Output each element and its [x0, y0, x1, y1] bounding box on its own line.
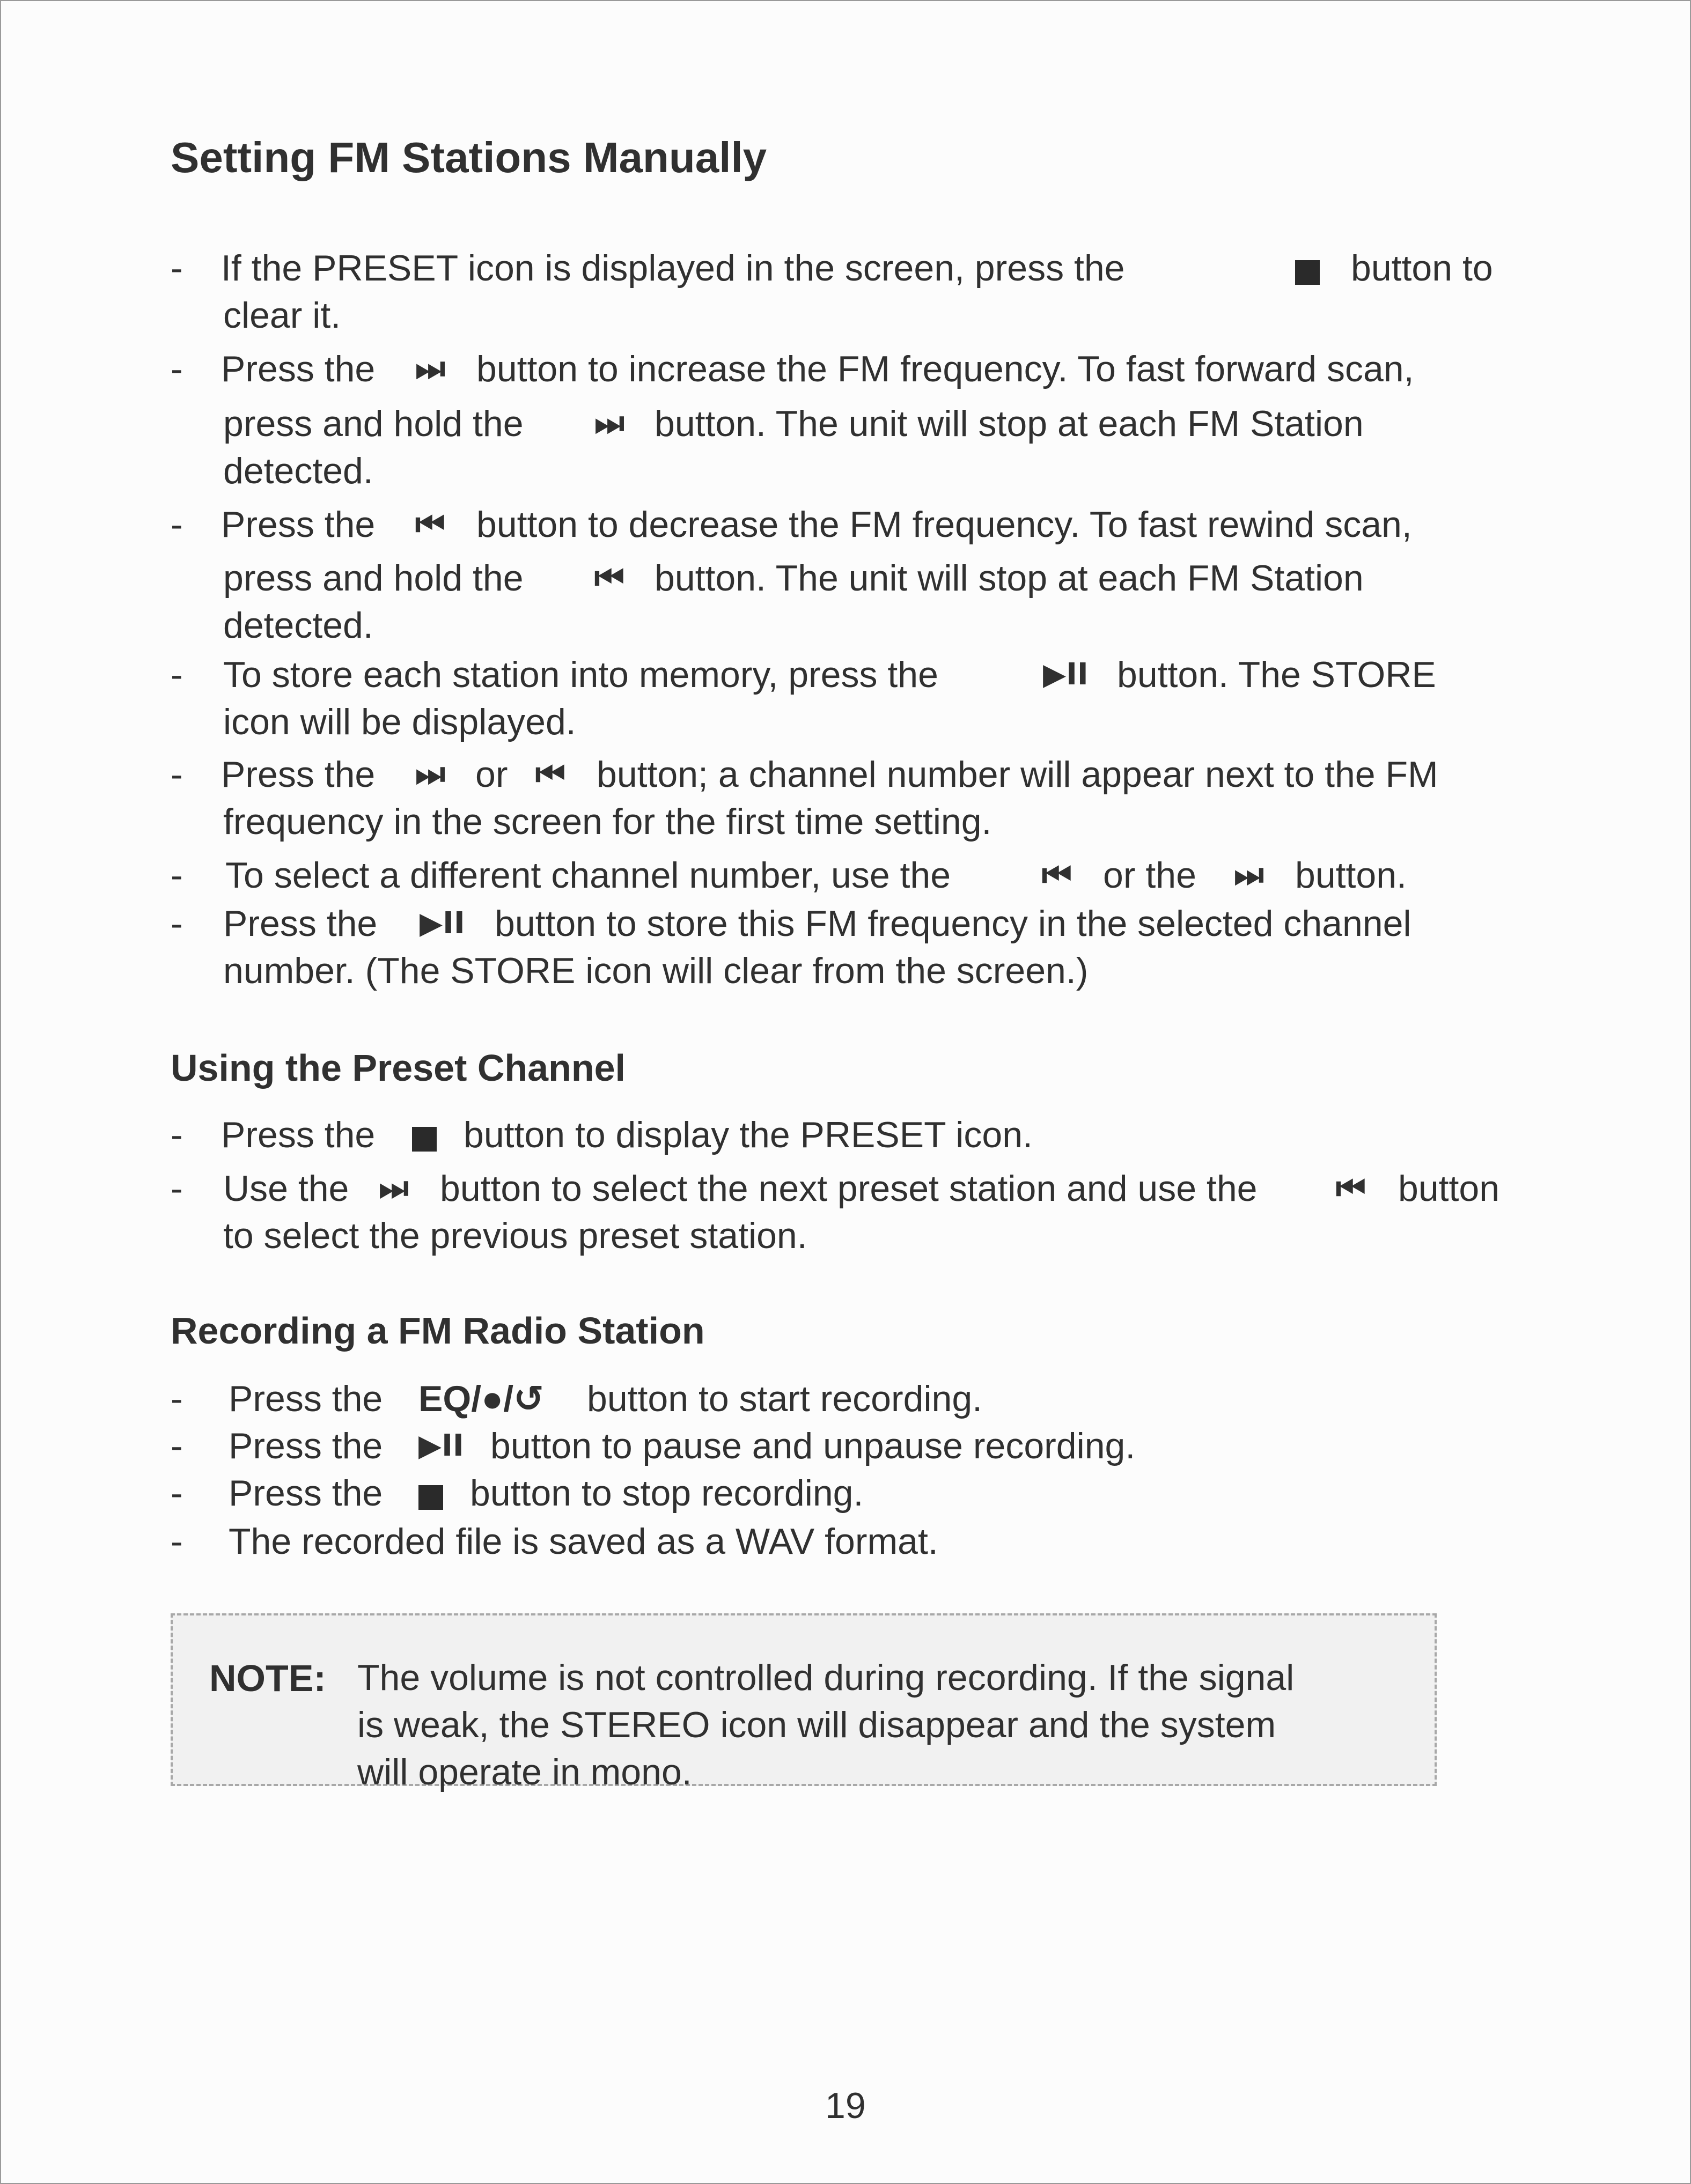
text: button to decrease the FM frequency. To fast rewind scan, [476, 504, 1412, 545]
bullet-dash: - [171, 754, 183, 795]
text: detected. [223, 451, 373, 491]
heading-setting-fm-manually: Setting FM Stations Manually [171, 134, 767, 181]
text: frequency in the screen for the first time setting. [223, 801, 992, 842]
text: The recorded file is saved as a WAV format. [229, 1521, 938, 1562]
next-icon: ⏭ [415, 754, 445, 793]
note-text: The volume is not controlled during recording. If the signal [357, 1657, 1295, 1698]
bullet-dash: - [171, 504, 183, 545]
text: button. The STORE [1117, 654, 1436, 695]
text: or [475, 754, 508, 795]
heading-recording-fm: Recording a FM Radio Station [171, 1310, 705, 1352]
text: button. The unit will stop at each FM Station [655, 558, 1364, 599]
heading-using-preset-channel: Using the Preset Channel [171, 1047, 626, 1089]
text: button to pause and unpause recording. [490, 1426, 1136, 1466]
text: detected. [223, 605, 373, 646]
previous-icon: ⏮ [535, 754, 565, 793]
text: press and hold the [223, 558, 524, 599]
play-pause-icon: ▶II [418, 1428, 464, 1463]
play-pause-icon: ▶II [1043, 657, 1089, 692]
text: button to [1351, 248, 1493, 289]
text: button [1398, 1168, 1500, 1209]
bullet-dash: - [171, 1521, 183, 1562]
text: clear it. [223, 295, 341, 336]
text: button. The unit will stop at each FM Station [655, 403, 1364, 444]
eq-record-icon: EQ/●/↺ [418, 1378, 545, 1419]
bullet-dash: - [171, 248, 183, 289]
text: To select a different channel number, use the [225, 855, 951, 896]
text: or the [1103, 855, 1196, 896]
text: Press the [221, 504, 376, 545]
note-text: will operate in mono. [357, 1752, 692, 1792]
stop-icon [418, 1478, 443, 1515]
bullet-dash: - [171, 349, 183, 389]
previous-icon: ⏮ [1042, 855, 1072, 894]
stop-icon [412, 1120, 437, 1156]
next-icon: ⏭ [1234, 855, 1264, 894]
note-box [171, 1613, 1437, 1792]
text: button. [1295, 855, 1407, 896]
text: Press the [223, 903, 378, 944]
note-text: is weak, the STEREO icon will disappear and the system [357, 1705, 1276, 1745]
bullet-dash: - [171, 855, 183, 896]
bullet-dash: - [171, 1115, 183, 1155]
text: Press the [221, 1115, 376, 1155]
previous-icon: ⏮ [415, 504, 445, 543]
next-icon: ⏭ [379, 1168, 409, 1207]
previous-icon: ⏮ [594, 558, 624, 597]
text: to select the previous preset station. [223, 1215, 807, 1256]
next-icon: ⏭ [594, 403, 624, 442]
text: Press the [229, 1426, 383, 1466]
stop-icon [1295, 253, 1320, 290]
play-pause-icon: ▶II [420, 906, 465, 941]
text: To store each station into memory, press the [223, 654, 938, 695]
text: number. (The STORE icon will clear from the screen.) [223, 950, 1089, 991]
bullet-dash: - [171, 1168, 183, 1209]
page-number: 19 [825, 2085, 866, 2126]
bullet-dash: - [171, 654, 183, 695]
text: press and hold the [223, 403, 524, 444]
previous-icon: ⏮ [1336, 1168, 1366, 1207]
text: Use the [223, 1168, 349, 1209]
text: If the PRESET icon is displayed in the screen, press the [221, 248, 1125, 289]
bullet-dash: - [171, 1378, 183, 1419]
text: Press the [221, 754, 376, 795]
text: button to increase the FM frequency. To fast forward scan, [476, 349, 1414, 389]
text: button to select the next preset station and use the [440, 1168, 1258, 1209]
text: icon will be displayed. [223, 702, 576, 742]
text: button to display the PRESET icon. [464, 1115, 1033, 1155]
text: Press the [221, 349, 376, 389]
text: Press the [229, 1378, 383, 1419]
text: button; a channel number will appear next to the FM [597, 754, 1438, 795]
text: Press the [229, 1473, 383, 1514]
bullet-dash: - [171, 903, 183, 944]
text: button to stop recording. [470, 1473, 864, 1514]
text: button to store this FM frequency in the selected channel [495, 903, 1411, 944]
text: button to start recording. [587, 1378, 983, 1419]
note-label: NOTE: [209, 1657, 326, 1699]
bullet-dash: - [171, 1426, 183, 1466]
bullet-dash: - [171, 1473, 183, 1514]
next-icon: ⏭ [415, 349, 445, 388]
